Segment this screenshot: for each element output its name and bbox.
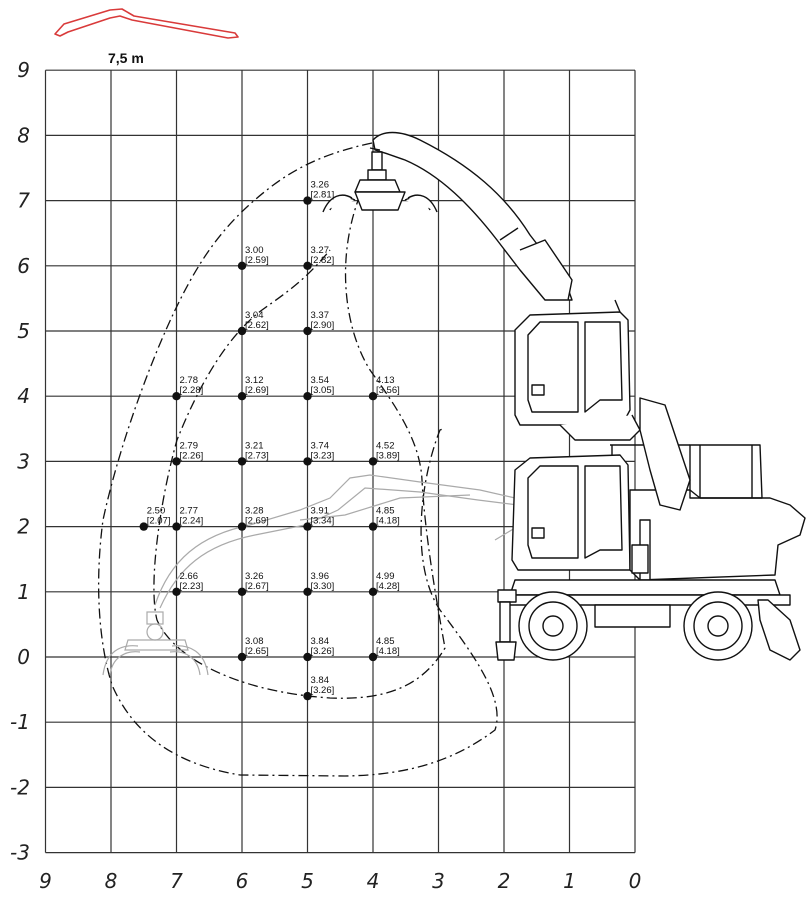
capacity-value: 3.26 (245, 570, 264, 582)
capacity-value: 4.52 (376, 440, 395, 452)
capacity-points (140, 180, 400, 701)
capacity-value-bracket: [2.28] (179, 385, 204, 397)
capacity-value-bracket: [3.23] (310, 450, 335, 462)
capacity-value-bracket: [2.69] (245, 515, 269, 527)
x-tick-label: 2 (497, 869, 511, 893)
capacity-value: 3.84 (310, 675, 329, 687)
capacity-value-bracket: [4.18] (376, 646, 400, 657)
capacity-value-bracket: [3.26] (310, 685, 335, 697)
capacity-value-bracket: [2.26] (179, 450, 204, 462)
capacity-value-bracket: [2.82] (310, 254, 335, 266)
capacity-value: 3.74 (310, 440, 329, 452)
capacity-value: 2.79 (179, 440, 198, 452)
x-tick-label: 4 (366, 869, 380, 893)
x-tick-label: 9 (39, 869, 52, 893)
capacity-value: 3.08 (245, 636, 264, 647)
capacity-value-bracket: [2.67] (245, 580, 269, 592)
x-tick-label: 5 (301, 869, 314, 893)
working-envelope-outer (99, 143, 497, 776)
capacity-value-bracket: [2.69] (245, 385, 269, 397)
boom-profile-icon (55, 9, 238, 38)
capacity-value-bracket: [2.65] (245, 646, 269, 657)
y-tick-label: 9 (17, 58, 30, 83)
y-tick-label: 4 (17, 384, 30, 409)
capacity-value: 3.12 (245, 375, 264, 387)
capacity-value: 3.54 (310, 375, 329, 387)
y-tick-label: 6 (17, 253, 30, 278)
capacity-value: 2.50 (146, 505, 166, 517)
capacity-value-bracket: [2.24] (179, 515, 204, 527)
capacity-value-bracket: [2.59] (245, 254, 269, 266)
y-tick-label: 5 (17, 319, 30, 343)
y-tick-label: 0 (17, 645, 30, 669)
capacity-value-bracket: [4.28] (376, 580, 400, 592)
capacity-value-bracket: [3.34] (310, 515, 335, 527)
capacity-value: 4.13 (376, 375, 395, 387)
capacity-value: 3.00 (245, 244, 264, 256)
capacity-value: 2.78 (179, 375, 198, 387)
capacity-value: 3.21 (245, 440, 264, 452)
capacity-value: 3.84 (310, 636, 329, 647)
capacity-value: 3.28 (245, 505, 264, 517)
capacity-value-bracket: [3.30] (310, 580, 335, 592)
x-tick-label: 1 (563, 869, 576, 893)
capacity-value: 3.26 (310, 179, 329, 191)
y-tick-label: 1 (17, 579, 30, 604)
capacity-value-bracket: [3.89] (376, 450, 400, 462)
capacity-value-bracket: [4.18] (376, 515, 400, 527)
capacity-value-bracket: [2.62] (245, 320, 269, 331)
capacity-value: 4.85 (376, 505, 395, 517)
capacity-value-bracket: [3.56] (376, 385, 400, 397)
x-tick-label: 3 (432, 869, 445, 893)
capacity-value: 2.77 (179, 505, 198, 517)
y-tick-label: 8 (17, 123, 30, 148)
x-tick-label: 7 (170, 869, 183, 893)
y-tick-label: -1 (10, 710, 30, 735)
capacity-value-bracket: [3.05] (310, 385, 335, 397)
capacity-value-bracket: [2.73] (245, 450, 269, 462)
y-tick-label: -2 (10, 775, 30, 800)
raised-boom (323, 133, 572, 301)
capacity-value-bracket: [2.81] (310, 189, 335, 201)
capacity-value-bracket: [2.90] (310, 320, 335, 331)
reach-label: 7,5 m (108, 50, 144, 66)
x-tick-label: 8 (104, 869, 118, 893)
raised-cab (515, 300, 640, 440)
capacity-value-bracket: [2.07] (146, 515, 171, 527)
capacity-value: 2.66 (179, 570, 198, 582)
capacity-value: 3.96 (310, 570, 329, 582)
x-tick-label: 6 (235, 869, 249, 893)
capacity-value: 4.99 (376, 570, 395, 582)
y-tick-label: 7 (17, 188, 30, 213)
x-tick-label: 0 (628, 869, 642, 893)
material-handler-drawing (496, 398, 805, 660)
capacity-value-bracket: [3.26] (310, 646, 335, 657)
capacity-value-bracket: [2.23] (179, 580, 204, 592)
capacity-value: 3.91 (310, 505, 329, 517)
capacity-value: 3.27 (310, 244, 329, 256)
y-tick-label: 3 (17, 449, 30, 474)
y-tick-label: -3 (10, 840, 30, 865)
y-axis-labels (10, 58, 30, 864)
capacity-value: 3.37 (310, 310, 329, 321)
x-axis-labels (39, 869, 641, 893)
y-tick-label: 2 (17, 514, 30, 539)
capacity-value: 4.85 (376, 636, 395, 647)
grapple-icon (103, 612, 208, 675)
capacity-value: 3.04 (245, 310, 264, 321)
